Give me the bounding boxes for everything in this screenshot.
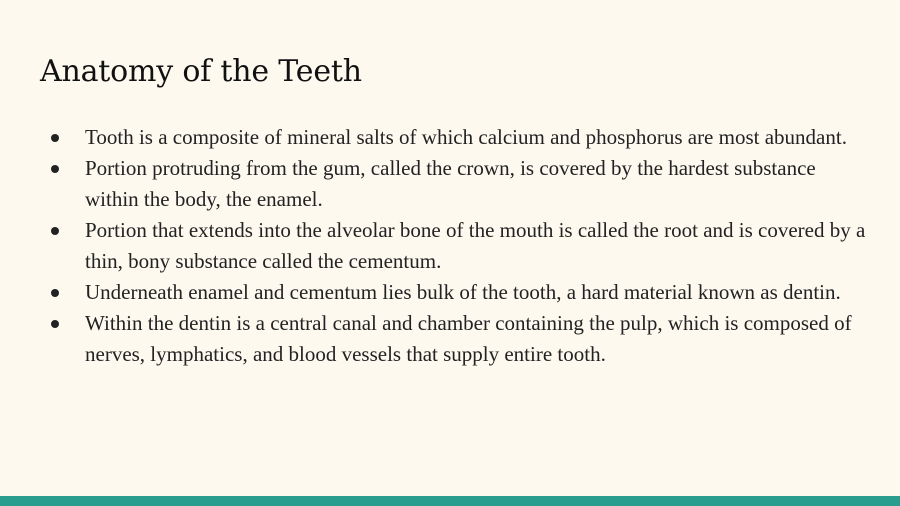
bullet-item	[40, 122, 870, 153]
bullet-text: Within the dentin is a central canal and chamber containing the pulp, which is composed of nerves, lymphatics, and blood vessels that supply entire tooth.	[85, 311, 852, 366]
slide-title: Anatomy of the Teeth	[40, 54, 362, 89]
bullet-item	[40, 308, 870, 370]
bullet-list	[40, 122, 870, 370]
bottom-accent-bar	[0, 496, 900, 506]
bullet-item	[40, 153, 870, 215]
bullet-item	[40, 277, 870, 308]
bullet-dot-icon	[51, 134, 59, 142]
bullet-text: Portion protruding from the gum, called the crown, is covered by the hardest substance within the body, the enamel.	[85, 156, 816, 211]
bullet-text: Portion that extends into the alveolar bone of the mouth is called the root and is covered by a thin, bony substance called the cementum.	[85, 218, 866, 273]
bullet-text: Tooth is a composite of mineral salts of which calcium and phosphorus are most abundant.	[85, 125, 847, 149]
bullet-text: Underneath enamel and cementum lies bulk of the tooth, a hard material known as dentin.	[85, 280, 841, 304]
bullet-dot-icon	[51, 227, 59, 235]
bullet-dot-icon	[51, 320, 59, 328]
bullet-item	[40, 215, 870, 277]
bullet-dot-icon	[51, 289, 59, 297]
bullet-dot-icon	[51, 165, 59, 173]
